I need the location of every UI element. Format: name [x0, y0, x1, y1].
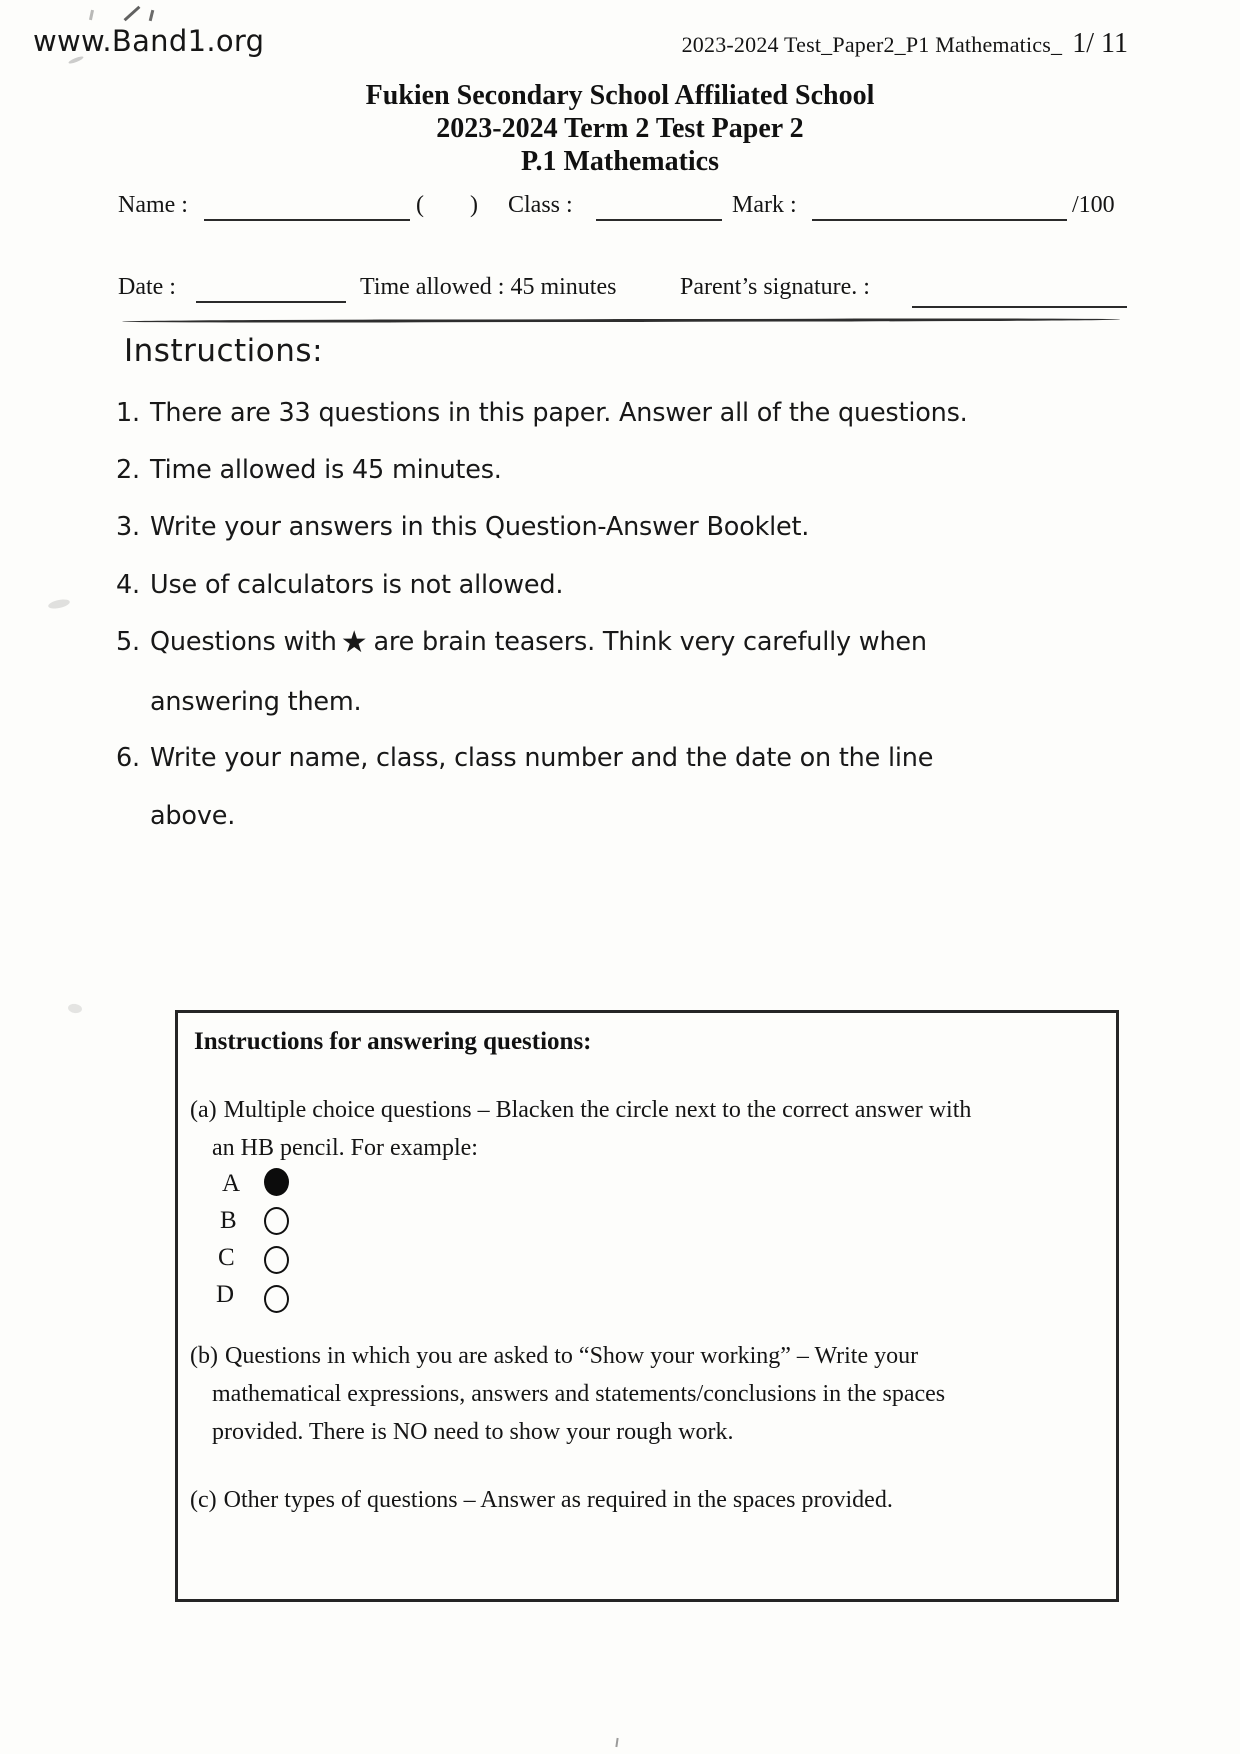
item-number: 2.	[116, 455, 140, 485]
instruction-item-6	[116, 743, 1185, 773]
instruction-item-5	[116, 625, 1185, 660]
answer-box-heading: Instructions for answering questions:	[194, 1028, 592, 1055]
scan-artifact-smudge	[67, 1003, 82, 1014]
item-number: 5.	[116, 627, 140, 657]
mark-label: Mark :	[732, 192, 797, 218]
name-field-line	[204, 219, 410, 221]
subject-title: P.1 Mathematics	[520, 146, 720, 177]
item-text: Questions with	[150, 627, 337, 657]
scan-artifact-tick	[615, 1738, 618, 1747]
item-b-label: (b)	[190, 1343, 218, 1369]
item-a-line1	[190, 1097, 971, 1124]
document-reference: 2023-2024 Test_Paper2_P1 Mathematics_	[681, 32, 1063, 57]
item-a-text: Multiple choice questions – Blacken the circle next to the correct answer with	[223, 1097, 972, 1123]
instructions-heading: Instructions:	[124, 333, 324, 369]
item-number: 1.	[116, 398, 140, 428]
item-text: Use of calculators is not allowed.	[150, 570, 564, 600]
item-b-line3: provided. There is NO need to show your rough work.	[212, 1419, 734, 1445]
scan-artifact-slash	[124, 6, 141, 22]
option-letter: C	[218, 1244, 235, 1271]
page-header-reference	[682, 28, 1128, 60]
item-text: Write your name, class, class number and the date on the line	[150, 743, 934, 773]
option-row-b	[220, 1207, 237, 1235]
class-label: Class :	[508, 192, 573, 218]
instruction-item-4	[116, 570, 1185, 600]
option-row-c	[218, 1244, 235, 1272]
option-row-d	[216, 1281, 234, 1309]
mark-total: /100	[1072, 192, 1115, 218]
item-c-label: (c)	[190, 1487, 217, 1513]
class-field-line	[596, 219, 722, 221]
scan-artifact-tick	[89, 10, 94, 20]
option-bubble-a-filled	[264, 1168, 289, 1196]
option-row-a	[222, 1170, 240, 1198]
item-number: 3.	[116, 512, 140, 542]
instruction-item-5-continuation: answering them.	[150, 687, 362, 717]
item-c-line	[190, 1487, 893, 1514]
date-field-line	[196, 301, 346, 303]
school-name: Fukien Secondary School Affiliated School	[365, 80, 875, 111]
item-b-text: Questions in which you are asked to “Show your working” – Write your	[224, 1343, 919, 1369]
instruction-item-2	[116, 455, 1185, 485]
option-bubble-d	[264, 1285, 289, 1313]
item-a-label: (a)	[190, 1097, 217, 1123]
item-c-text: Other types of questions – Answer as required in the spaces provided.	[223, 1487, 893, 1513]
item-text: Write your answers in this Question-Answer Booklet.	[150, 512, 810, 542]
class-number-paren-close: )	[470, 192, 478, 218]
item-number: 6.	[116, 743, 140, 773]
signature-field-line	[912, 306, 1127, 308]
option-letter: B	[220, 1207, 237, 1234]
item-b-line2: mathematical expressions, answers and statements/conclusions in the spaces	[212, 1381, 946, 1407]
class-number-paren-open: (	[416, 192, 424, 218]
option-letter: D	[216, 1281, 235, 1308]
scan-artifact-tick	[149, 10, 155, 21]
instruction-item-3	[116, 512, 1185, 542]
site-watermark: www.Band1.org	[33, 24, 265, 58]
scan-artifact-smudge	[47, 598, 70, 610]
date-label: Date :	[118, 274, 176, 300]
page-indicator: 1/ 11	[1072, 28, 1128, 59]
instruction-item-1	[116, 398, 1185, 428]
option-bubble-c	[264, 1246, 289, 1274]
option-letter: A	[222, 1170, 241, 1197]
instruction-item-6-continuation: above.	[150, 801, 236, 831]
item-text: There are 33 questions in this paper. Answer all of the questions.	[150, 398, 968, 428]
item-a-line2: an HB pencil. For example:	[212, 1135, 478, 1161]
header-separator-line	[122, 318, 1120, 323]
time-allowed-label: Time allowed : 45 minutes	[360, 274, 617, 300]
item-number: 4.	[116, 570, 140, 600]
item-b-line1	[190, 1343, 918, 1370]
mark-field-line	[812, 219, 1067, 221]
signature-label: Parent’s signature. :	[680, 274, 870, 300]
brain-teaser-star-icon: ★	[340, 625, 368, 660]
exam-title: 2023-2024 Term 2 Test Paper 2	[436, 113, 804, 144]
item-text: are brain teasers. Think very carefully when	[373, 627, 927, 657]
item-text: Time allowed is 45 minutes.	[150, 455, 502, 485]
name-label: Name :	[118, 192, 188, 218]
answer-instructions-box	[175, 1010, 1119, 1602]
option-bubble-b	[264, 1207, 289, 1235]
